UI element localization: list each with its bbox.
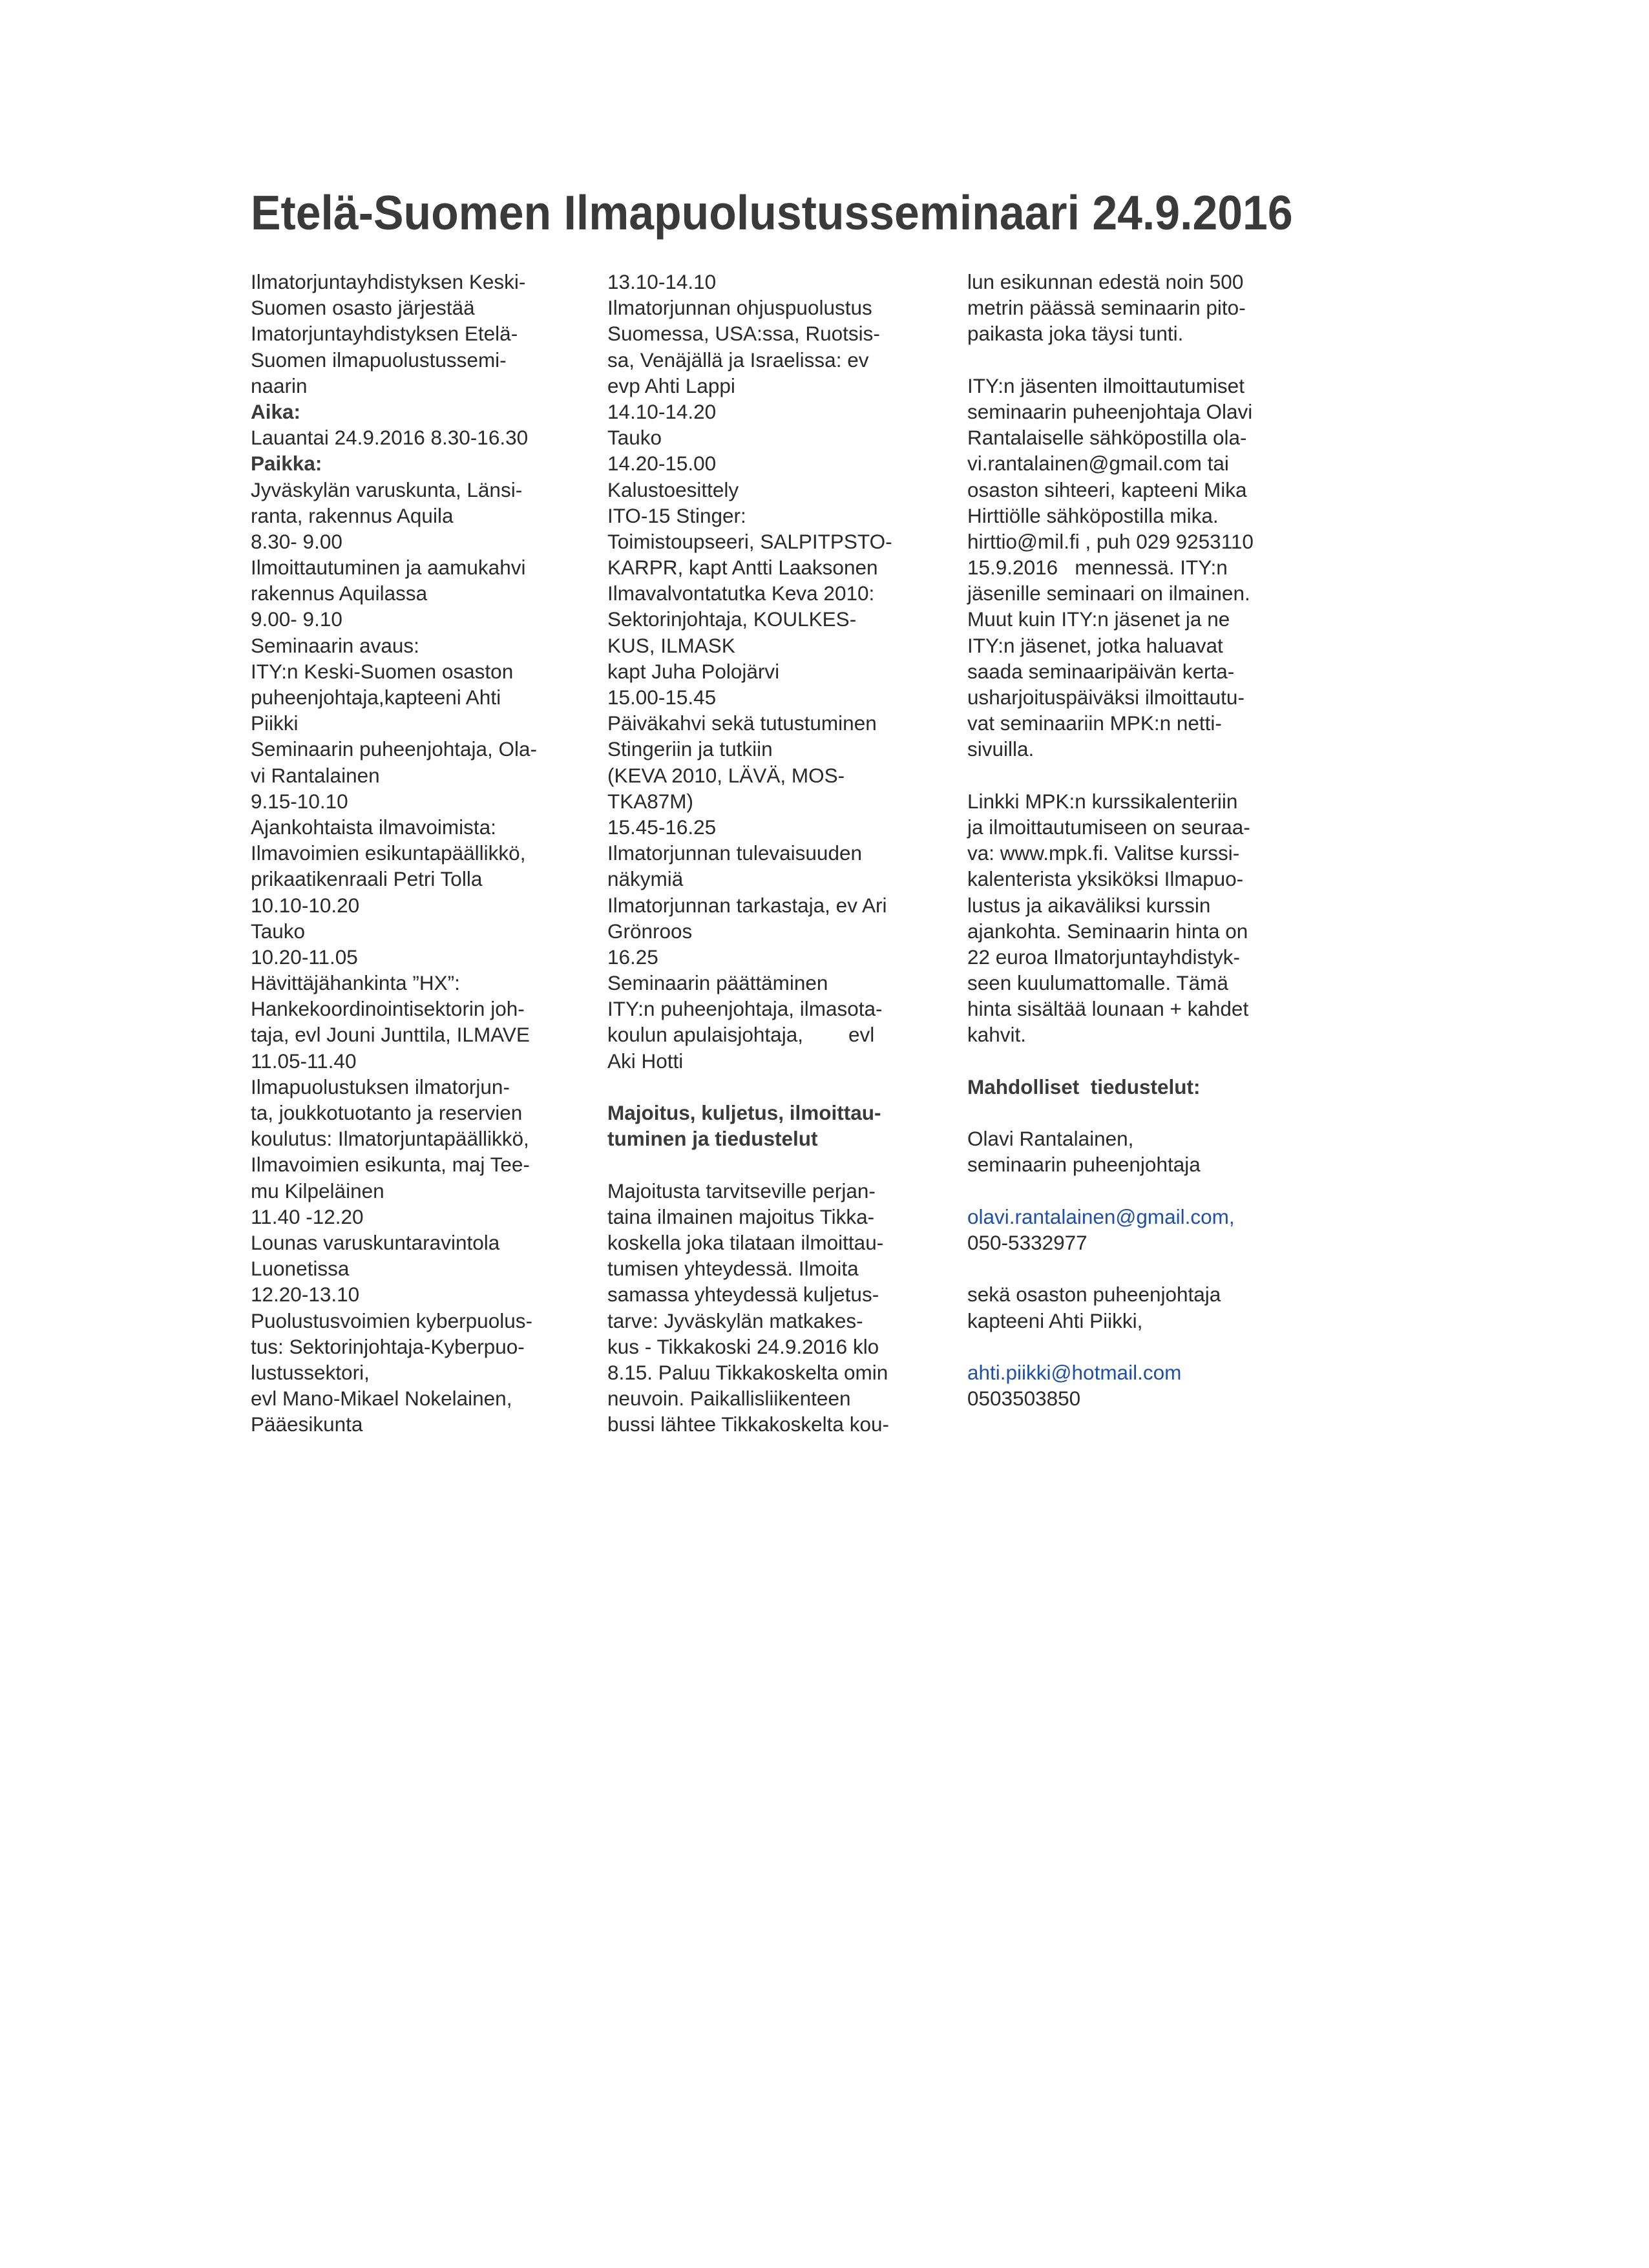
text-line: 16.25 bbox=[607, 945, 658, 969]
section-heading-accommodation: tuminen ja tiedustelut bbox=[607, 1127, 818, 1151]
text-line: Ilmavoimien esikuntapäällikkö, bbox=[251, 841, 526, 865]
text-line: vi.rantalainen@gmail.com tai bbox=[967, 452, 1229, 476]
text-line: Toimistoupseeri, SALPITPSTO- bbox=[607, 529, 892, 553]
spacer bbox=[967, 1255, 1316, 1281]
text-line: Grönroos bbox=[607, 919, 693, 943]
text-line: ITY:n Keski-Suomen osaston bbox=[251, 659, 514, 683]
text-line: va: www.mpk.fi. Valitse kurssi- bbox=[967, 841, 1240, 865]
spacer bbox=[967, 762, 1316, 788]
label-place: Paikka: bbox=[251, 452, 322, 476]
spacer bbox=[967, 347, 1316, 373]
text-line: 14.10-14.20 bbox=[607, 399, 717, 423]
section-heading-accommodation: Majoitus, kuljetus, ilmoittau- bbox=[607, 1101, 881, 1124]
contact-role: seminaarin puheenjohtaja bbox=[967, 1153, 1201, 1177]
text-line: 9.00- 9.10 bbox=[251, 607, 342, 631]
text-line: Seminaarin puheenjohtaja, Ola- bbox=[251, 737, 538, 761]
text-line: neuvoin. Paikallisliikenteen bbox=[607, 1387, 851, 1411]
text-line: rakennus Aquilassa bbox=[251, 582, 428, 605]
text-line: ta, joukkotuotanto ja reservien bbox=[251, 1101, 523, 1124]
text-line: kalenterista yksiköksi Ilmapuo- bbox=[967, 867, 1244, 891]
text-line: koulutus: Ilmatorjuntapäällikkö, bbox=[251, 1127, 529, 1151]
text-line: sa, Venäjällä ja Israelissa: ev bbox=[607, 348, 869, 372]
text-line: samassa yhteydessä kuljetus- bbox=[607, 1283, 879, 1307]
text-line: ja ilmoittautumiseen on seuraa- bbox=[967, 815, 1250, 839]
text-line: hirttio@mil.fi , puh 029 9253110 bbox=[967, 529, 1254, 553]
text-line: saada seminaaripäivän kerta- bbox=[967, 659, 1235, 683]
text-line: taina ilmainen majoitus Tikka- bbox=[607, 1204, 875, 1228]
text-line: 15.00-15.45 bbox=[607, 686, 717, 709]
text-line: Ilmavoimien esikunta, maj Tee- bbox=[251, 1153, 530, 1177]
text-line: bussi lähtee Tikkakoskelta kou- bbox=[607, 1412, 889, 1436]
text-line: paikasta joka täysi tunti. bbox=[967, 322, 1184, 346]
text-line: 15.9.2016 mennessä. ITY:n bbox=[967, 556, 1228, 580]
text-line: (KEVA 2010, LÄVÄ, MOS- bbox=[607, 763, 845, 787]
text-line: Päiväkahvi sekä tutustuminen bbox=[607, 711, 877, 735]
text-line: mu Kilpeläinen bbox=[251, 1179, 384, 1202]
column-registration bbox=[967, 269, 1316, 1411]
text-line: seminaarin puheenjohtaja Olavi bbox=[967, 399, 1253, 423]
text-line: Linkki MPK:n kurssikalenteriin bbox=[967, 789, 1238, 813]
spacer bbox=[607, 1151, 943, 1177]
text-line: Hankekoordinointisektorin joh- bbox=[251, 997, 525, 1021]
text-line: vi Rantalainen bbox=[251, 763, 380, 787]
text-line: Tauko bbox=[607, 426, 662, 450]
text-line: Suomen osasto järjestää bbox=[251, 296, 475, 320]
text-line: taja, evl Jouni Junttila, ILMAVE bbox=[251, 1023, 530, 1047]
text-line: 22 euroa Ilmatorjuntayhdistyk- bbox=[967, 945, 1240, 969]
text-line: Muut kuin ITY:n jäsenet ja ne bbox=[967, 607, 1230, 631]
text-line: lustus ja aikaväliksi kurssin bbox=[967, 893, 1211, 917]
text-line: tus: Sektorinjohtaja-Kyberpuo- bbox=[251, 1334, 525, 1358]
text-line: usharjoituspäiväksi ilmoittautu- bbox=[967, 686, 1245, 709]
text-line: vat seminaariin MPK:n netti- bbox=[967, 711, 1222, 735]
text-line: 8.30- 9.00 bbox=[251, 529, 342, 553]
contact-phone: 050-5332977 bbox=[967, 1230, 1087, 1254]
text-line: Ilmoittautuminen ja aamukahvi bbox=[251, 556, 526, 580]
page-title: Etelä-Suomen Ilmapuolustusseminaari 24.9.2016 bbox=[251, 185, 1293, 240]
text-line: jäsenille seminaari on ilmainen. bbox=[967, 582, 1250, 605]
text-line: tumisen yhteydessä. Ilmoita bbox=[607, 1257, 859, 1281]
text-line: Majoitusta tarvitseville perjan- bbox=[607, 1179, 876, 1202]
text-line: Ilmatorjunnan tulevaisuuden bbox=[607, 841, 863, 865]
text-line: kahvit. bbox=[967, 1023, 1027, 1047]
text-line: Ilmatorjuntayhdistyksen Keski- bbox=[251, 270, 526, 293]
text-line: koulun apulaisjohtaja, evl bbox=[607, 1023, 875, 1047]
text-line: hinta sisältää lounaan + kahdet bbox=[967, 997, 1249, 1021]
text-line: KUS, ILMASK bbox=[607, 633, 735, 657]
text-line: Luonetissa bbox=[251, 1257, 350, 1281]
text-line: Seminaarin avaus: bbox=[251, 633, 419, 657]
text-line: Rantalaiselle sähköpostilla ola- bbox=[967, 426, 1247, 450]
text-line: Aki Hotti bbox=[607, 1049, 684, 1073]
text-line: kapt Juha Polojärvi bbox=[607, 659, 780, 683]
contact-intro: kapteeni Ahti Piikki, bbox=[967, 1308, 1143, 1332]
text-line: lustussektori, bbox=[251, 1360, 370, 1384]
contact-intro: sekä osaston puheenjohtaja bbox=[967, 1283, 1221, 1307]
text-line: Ilmatorjunnan tarkastaja, ev Ari bbox=[607, 893, 887, 917]
text-line: Lounas varuskuntaravintola bbox=[251, 1230, 500, 1254]
text-line: 10.20-11.05 bbox=[251, 945, 358, 969]
text-line: Tauko bbox=[251, 919, 306, 943]
section-heading-inquiries: Mahdolliset tiedustelut: bbox=[967, 1075, 1201, 1098]
text-line: 9.15-10.10 bbox=[251, 789, 348, 813]
text-line: evl Mano-Mikael Nokelainen, bbox=[251, 1387, 512, 1411]
label-time: Aika: bbox=[251, 399, 301, 423]
spacer bbox=[967, 1048, 1316, 1074]
text-line: Seminaarin päättäminen bbox=[607, 971, 828, 995]
text-line: näkymiä bbox=[607, 867, 684, 891]
text-line: 11.40 -12.20 bbox=[251, 1204, 364, 1228]
text-line: seen kuulumattomalle. Tämä bbox=[967, 971, 1228, 995]
text-line: Sektorinjohtaja, KOULKES- bbox=[607, 607, 857, 631]
text-line: sivuilla. bbox=[967, 737, 1035, 761]
text-line: koskella joka tilataan ilmoittau- bbox=[607, 1230, 884, 1254]
text-line: Ilmavalvontatutka Keva 2010: bbox=[607, 582, 875, 605]
text-line: Hirttiölle sähköpostilla mika. bbox=[967, 503, 1219, 527]
text-line: tarve: Jyväskylän matkakes- bbox=[607, 1308, 863, 1332]
text-line: Puolustusvoimien kyberpuolus- bbox=[251, 1308, 532, 1332]
text-line: puheenjohtaja,kapteeni Ahti bbox=[251, 686, 501, 709]
contact-name: Olavi Rantalainen, bbox=[967, 1127, 1134, 1151]
text-line: Hävittäjähankinta ”HX”: bbox=[251, 971, 460, 995]
contact-phone: 0503503850 bbox=[967, 1387, 1081, 1411]
text-line: kus - Tikkakoski 24.9.2016 klo bbox=[607, 1334, 879, 1358]
text-line: Suomen ilmapuolustussemi- bbox=[251, 348, 507, 372]
column-program-afternoon bbox=[607, 269, 943, 1437]
text-line: Stingeriin ja tutkiin bbox=[607, 737, 773, 761]
text-line: lun esikunnan edestä noin 500 bbox=[967, 270, 1244, 293]
text-line: metrin päässä seminaarin pito- bbox=[967, 296, 1246, 320]
text-line: ajankohta. Seminaarin hinta on bbox=[967, 919, 1248, 943]
email-link[interactable]: olavi.rantalainen@gmail.com, bbox=[967, 1204, 1235, 1228]
text-line: ITY:n jäsenten ilmoittautumiset bbox=[967, 373, 1245, 397]
text-line: 11.05-11.40 bbox=[251, 1049, 357, 1073]
text-line: 14.20-15.00 bbox=[607, 452, 717, 476]
text-line: naarin bbox=[251, 373, 308, 397]
text-line: 8.15. Paluu Tikkakoskelta omin bbox=[607, 1360, 888, 1384]
spacer bbox=[607, 1074, 943, 1100]
column-program-morning bbox=[251, 269, 587, 1437]
text-line: 13.10-14.10 bbox=[607, 270, 717, 293]
text-line: Ajankohtaista ilmavoimista: bbox=[251, 815, 496, 839]
text-line: prikaatikenraali Petri Tolla bbox=[251, 867, 483, 891]
spacer bbox=[967, 1100, 1316, 1126]
text-line: Ilmapuolustuksen ilmatorjun- bbox=[251, 1075, 510, 1098]
text-line: evp Ahti Lappi bbox=[607, 373, 735, 397]
text-line: Pääesikunta bbox=[251, 1412, 363, 1436]
spacer bbox=[967, 1334, 1316, 1360]
text-line: ITY:n jäsenet, jotka haluavat bbox=[967, 633, 1223, 657]
text-line: Ilmatorjunnan ohjuspuolustus bbox=[607, 296, 872, 320]
text-line: Jyväskylän varuskunta, Länsi- bbox=[251, 478, 523, 501]
spacer bbox=[967, 1178, 1316, 1204]
text-line: ranta, rakennus Aquila bbox=[251, 503, 454, 527]
email-link[interactable]: ahti.piikki@hotmail.com bbox=[967, 1360, 1182, 1384]
text-line: Piikki bbox=[251, 711, 299, 735]
text-line: 12.20-13.10 bbox=[251, 1283, 360, 1307]
text-line: TKA87M) bbox=[607, 789, 694, 813]
text-line: KARPR, kapt Antti Laaksonen bbox=[607, 556, 878, 580]
text-line: ITO-15 Stinger: bbox=[607, 503, 746, 527]
text-line: Imatorjuntayhdistyksen Etelä- bbox=[251, 322, 518, 346]
text-line: Kalustoesittely bbox=[607, 478, 739, 501]
text-line: 10.10-10.20 bbox=[251, 893, 360, 917]
text-line: Suomessa, USA:ssa, Ruotsis- bbox=[607, 322, 880, 346]
text-line: osaston sihteeri, kapteeni Mika bbox=[967, 478, 1247, 501]
text-line: 15.45-16.25 bbox=[607, 815, 717, 839]
text-line: ITY:n puheenjohtaja, ilmasota- bbox=[607, 997, 883, 1021]
text-line: Lauantai 24.9.2016 8.30-16.30 bbox=[251, 426, 529, 450]
